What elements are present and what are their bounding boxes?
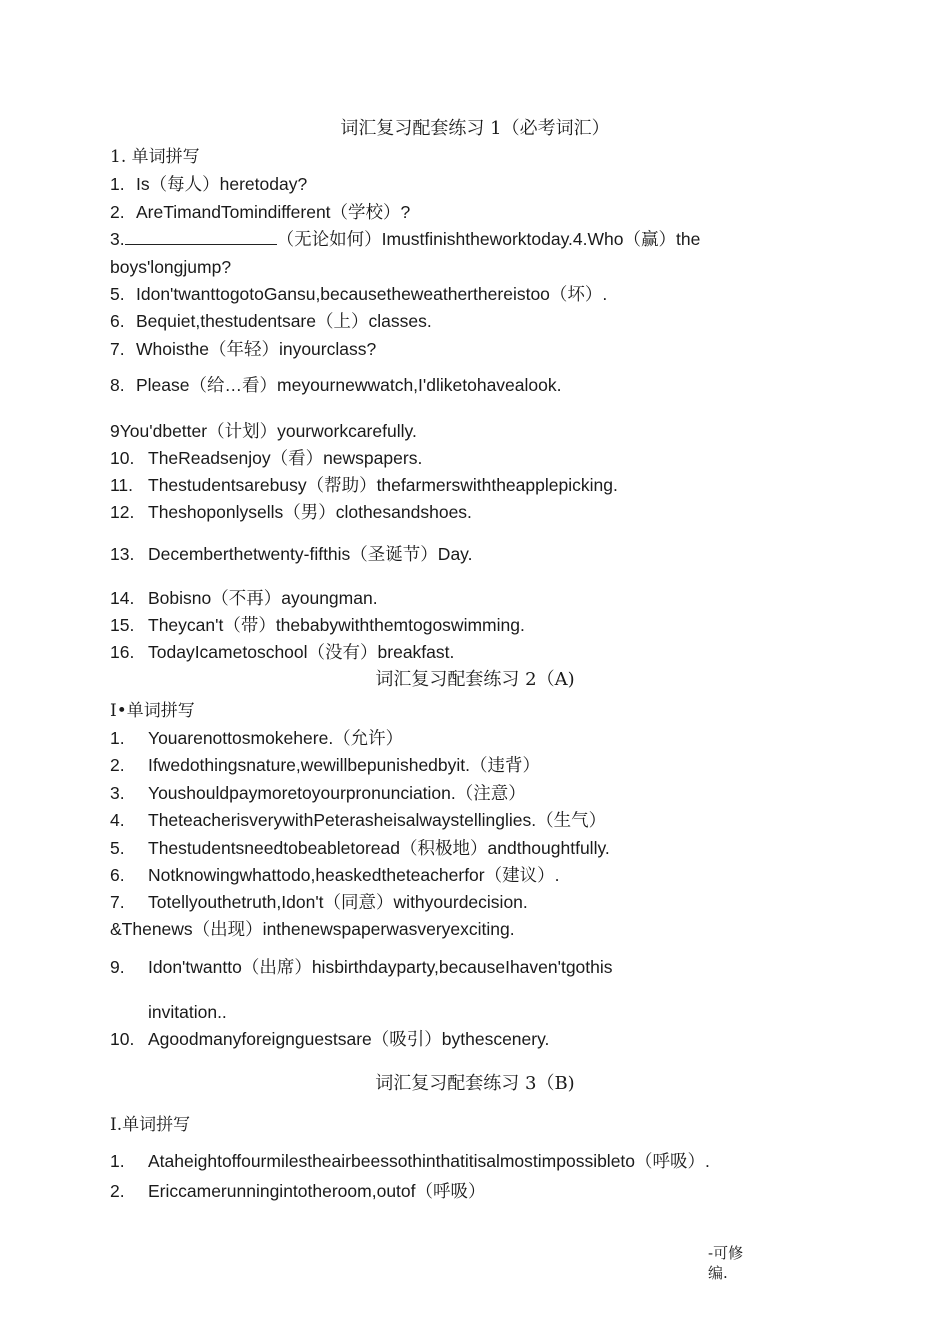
- item-number: 9.: [110, 957, 125, 977]
- item-number: 4.: [110, 810, 125, 830]
- item-text: Theycan't（带）thebabywiththemtogoswimming.: [148, 615, 525, 635]
- item-text: Youshouldpaymoretoyourpronunciation.（注意）: [148, 783, 526, 803]
- item-text: Idon'twanttogotoGansu,becausetheweatherthereistoo（坏）.: [136, 284, 608, 304]
- list-item: [110, 891, 528, 913]
- footer-line-2: 编.: [708, 1264, 728, 1282]
- item-number: 8.: [110, 375, 125, 395]
- item-number: 5.: [110, 284, 125, 304]
- list-item: [110, 1180, 486, 1202]
- item-text: TheReadsenjoy（看）newspapers.: [148, 448, 423, 468]
- item-number: 2.: [110, 202, 125, 222]
- item-number: 6.: [110, 865, 125, 885]
- list-item: [110, 374, 561, 396]
- item-number: 10.: [110, 448, 135, 468]
- section1-title: 词汇复习配套练习 1（必考词汇）: [340, 118, 610, 139]
- list-item: [110, 754, 540, 776]
- item-text: Whoisthe（年轻）inyourclass?: [136, 339, 377, 359]
- item-number: 3.: [110, 229, 125, 249]
- list-item: [110, 1028, 549, 1050]
- item-text: Thestudentsneedtobeabletoread（积极地）andthoughtfully.: [148, 838, 610, 858]
- footer-line-1: -可修: [708, 1244, 744, 1262]
- section1-heading: 1. 单词拼写: [110, 147, 200, 167]
- answer-blank: [125, 228, 277, 245]
- list-item: [110, 173, 307, 195]
- item-text: 9You'dbetter（计划）yourworkcarefully.: [110, 421, 417, 441]
- list-item: [110, 956, 613, 978]
- list-item: [110, 474, 618, 496]
- item-text: Idon'twantto（出席）hisbirthdayparty,becauseIhaven'tgothis: [148, 957, 613, 977]
- item-number: 2.: [110, 1181, 125, 1201]
- item-number: 11.: [110, 475, 134, 495]
- item-number: 10.: [110, 1029, 135, 1049]
- section3-heading: I.单词拼写: [110, 1115, 191, 1135]
- list-item: [110, 918, 515, 940]
- item-text: Ifwedothingsnature,wewillbepunishedbyit.（违背）: [148, 755, 541, 775]
- item-text: Agoodmanyforeignguestsare（吸引）bythescenery.: [148, 1029, 550, 1049]
- item-number: 13.: [110, 544, 135, 564]
- list-item: [110, 201, 410, 223]
- item-number: 2.: [110, 755, 125, 775]
- item-text: AreTimandTomindifferent（学校）?: [136, 202, 411, 222]
- list-item: [110, 501, 472, 523]
- item-text: &Thenews（出现）inthenewspaperwasveryexciting.: [110, 919, 515, 939]
- list-item: [110, 447, 422, 469]
- item-number: 1.: [110, 174, 125, 194]
- item-text: Decemberthetwenty-fifthis（圣诞节）Day.: [148, 544, 473, 564]
- item-text: Is（每人）heretoday?: [136, 174, 308, 194]
- list-item: [110, 1150, 710, 1172]
- item-text: Totellyouthetruth,Idon't（同意）withyourdecision.: [148, 892, 528, 912]
- page-footer: [708, 1243, 743, 1283]
- list-item: [110, 228, 700, 250]
- item-text: Ericcamerunningintotheroom,outof（呼吸）: [148, 1181, 486, 1201]
- section2-heading: I•单词拼写: [110, 701, 195, 721]
- list-item: [110, 283, 607, 305]
- list-item: [110, 837, 610, 859]
- list-item: [110, 641, 454, 663]
- item-text: Bequiet,thestudentsare（上）classes.: [136, 311, 432, 331]
- item-text: （无论如何）Imustfinishtheworktoday.4.Who（赢）the: [276, 229, 701, 249]
- list-item: [110, 420, 417, 442]
- item-text: TodayIcametoschool（没有）breakfast.: [148, 642, 455, 662]
- item-text: Please（给…看）meyournewwatch,I'dliketohavealook.: [136, 375, 562, 395]
- item-number: 16.: [110, 642, 135, 662]
- list-item: [110, 614, 525, 636]
- item-text: Bobisno（不再）ayoungman.: [148, 588, 378, 608]
- item-text: invitation..: [148, 1002, 227, 1022]
- item-text: Theshoponlysells（男）clothesandshoes.: [148, 502, 472, 522]
- item-number: 1.: [110, 728, 125, 748]
- item-number: 7.: [110, 339, 125, 359]
- item-text: Ataheightoffourmilestheairbeessothinthatitisalmostimpossibleto（呼吸）.: [148, 1151, 710, 1171]
- section3-title: 词汇复习配套练习 3（B): [375, 1073, 575, 1094]
- item-text: Notknowingwhattodo,heaskedtheteacherfor（建议）.: [148, 865, 560, 885]
- item-number: 15.: [110, 615, 135, 635]
- item-number: 12.: [110, 502, 135, 522]
- list-item: [110, 864, 559, 886]
- item-text: boys'longjump?: [110, 257, 232, 277]
- item-number: 14.: [110, 588, 135, 608]
- list-item: [110, 256, 231, 278]
- item-text: Youarenottosmokehere.（允许）: [148, 728, 404, 748]
- item-number: 1.: [110, 1151, 125, 1171]
- list-item: [110, 587, 378, 609]
- item-number: 6.: [110, 311, 125, 331]
- section2-title: 词汇复习配套练习 2（A): [375, 669, 575, 690]
- list-item: [110, 543, 473, 565]
- item-text: Thestudentsarebusy（帮助）thefarmerswiththeapplepicking.: [148, 475, 618, 495]
- list-item: [110, 782, 526, 804]
- item-number: 3.: [110, 783, 125, 803]
- item-number: 5.: [110, 838, 125, 858]
- list-item: [110, 727, 403, 749]
- list-item: [148, 1001, 227, 1023]
- list-item: [110, 310, 432, 332]
- list-item: [110, 338, 376, 360]
- item-text: TheteacherisverywithPeterasheisalwaystellinglies.（生气）: [148, 810, 607, 830]
- item-number: 7.: [110, 892, 125, 912]
- list-item: [110, 809, 606, 831]
